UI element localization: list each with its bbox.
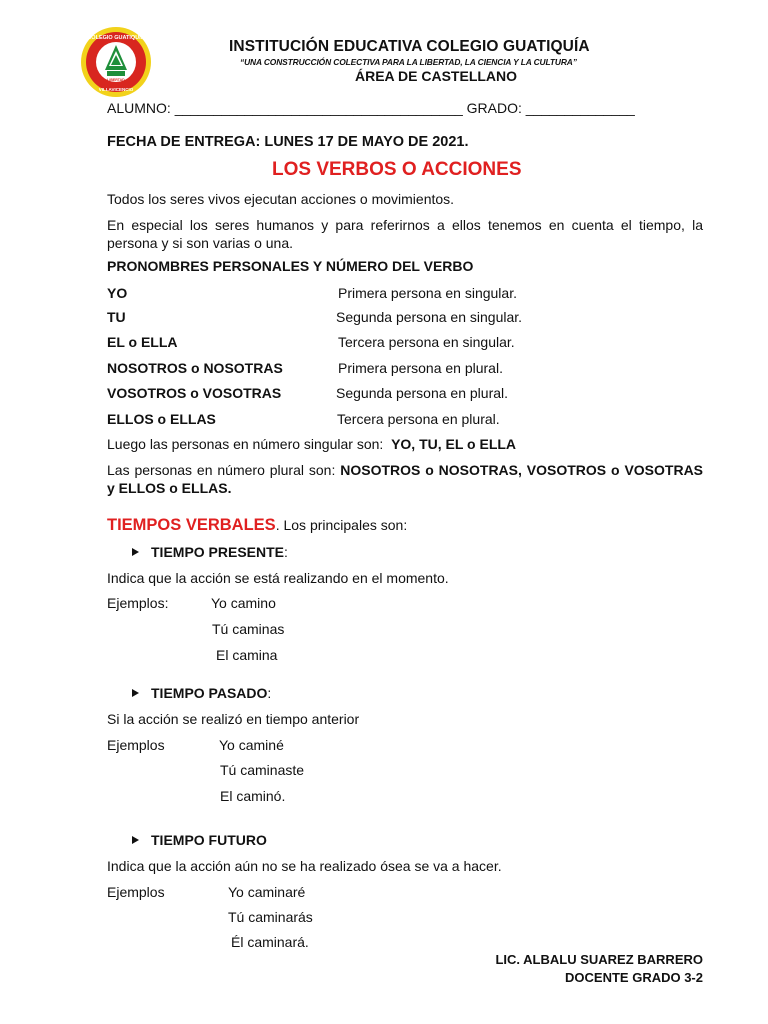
past-tense-colon: :: [267, 685, 272, 701]
school-logo: [80, 26, 152, 98]
due-date: FECHA DE ENTREGA: LUNES 17 DE MAYO DE 2021.: [107, 134, 469, 150]
future-tense-title-row: [132, 832, 267, 848]
present-example: Tú caminas: [212, 621, 285, 637]
logo-text-top: COLEGIO GUATIQUÍA: [87, 35, 145, 41]
alumno-blank: _____________________________________: [174, 100, 463, 116]
document-title: LOS VERBOS O ACCIONES: [272, 159, 522, 180]
present-example: El camina: [216, 647, 278, 663]
present-example: Yo camino: [211, 595, 276, 611]
pronoun-desc: Tercera persona en plural.: [337, 411, 500, 427]
present-examples-label: Ejemplos:: [107, 595, 169, 611]
pronoun-desc: Primera persona en plural.: [338, 360, 503, 376]
future-example: Él caminará.: [231, 934, 309, 950]
present-tense-title-row: [132, 544, 288, 560]
intro-paragraph-1: Todos los seres vivos ejecutan acciones o movimientos.: [107, 191, 455, 207]
pronoun-label: VOSOTROS o VOSOTRAS: [107, 385, 282, 401]
future-tense-title: TIEMPO FUTURO: [151, 832, 267, 848]
tenses-heading: TIEMPOS VERBALES: [107, 516, 276, 534]
logo-text-mid: LIBERTAD: [107, 78, 125, 82]
pronoun-label: ELLOS o ELLAS: [107, 411, 216, 427]
area-title: ÁREA DE CASTELLANO: [355, 68, 518, 84]
singular-list: YO, TU, EL o ELLA: [391, 436, 517, 452]
past-tense-title: TIEMPO PASADO: [151, 685, 268, 701]
institution-motto: “UNA CONSTRUCCIÓN COLECTIVA PARA LA LIBERTAD, LA CIENCIA Y LA CULTURA”: [240, 57, 577, 67]
singular-summary: [107, 436, 516, 452]
grado-blank: ______________: [525, 100, 635, 116]
past-example: El caminó.: [220, 788, 286, 804]
future-example: Tú caminarás: [228, 909, 313, 925]
pronoun-label: TU: [107, 309, 126, 325]
past-examples-label: Ejemplos: [107, 737, 165, 753]
future-examples-label: Ejemplos: [107, 884, 165, 900]
future-tense-desc: Indica que la acción aún no se ha realizado ósea se va a hacer.: [107, 858, 502, 874]
logo-text-bottom: VILLAVICENCIO: [98, 87, 134, 92]
tenses-suffix: . Los principales son:: [275, 517, 408, 533]
past-example: Tú caminaste: [220, 762, 305, 778]
intro-paragraph-2: En especial los seres humanos y para referirnos a ellos tenemos en cuenta el tiempo, la persona y si son varias o una.: [107, 217, 703, 251]
present-tense-colon: :: [284, 544, 288, 560]
past-tense-desc: Si la acción se realizó en tiempo anterior: [107, 711, 360, 727]
pronoun-desc: Tercera persona en singular.: [338, 334, 515, 350]
plural-summary: [107, 461, 703, 497]
singular-prefix: Luego las personas en número singular son:: [107, 436, 384, 452]
plural-prefix: Las personas en número plural son:: [107, 462, 336, 478]
past-tense-title-row: [132, 685, 271, 701]
present-tense-desc: Indica que la acción se está realizando en el momento.: [107, 570, 449, 586]
arrow-bullet-icon: [132, 689, 139, 697]
grado-label: GRADO:: [466, 100, 522, 116]
pronoun-desc: Segunda persona en plural.: [336, 385, 509, 401]
pronoun-label: EL o ELLA: [107, 334, 178, 350]
pronoun-label: YO: [107, 285, 128, 301]
arrow-bullet-icon: [132, 836, 139, 844]
past-example: Yo caminé: [219, 737, 284, 753]
pronoun-label: NOSOTROS o NOSOTRAS: [107, 360, 283, 376]
plural-list: NOSOTROS o NOSOTRAS, VOSOTROS o VOSOTRAS y ELLOS o ELLAS.: [107, 462, 704, 496]
pronouns-heading: PRONOMBRES PERSONALES Y NÚMERO DEL VERBO: [107, 258, 474, 274]
teacher-name: LIC. ALBALU SUAREZ BARRERO: [495, 952, 703, 967]
future-example: Yo caminaré: [228, 884, 306, 900]
student-row: [107, 100, 635, 116]
teacher-role: DOCENTE GRADO 3-2: [565, 970, 703, 985]
institution-name: INSTITUCIÓN EDUCATIVA COLEGIO GUATIQUÍA: [229, 38, 590, 55]
pronoun-desc: Primera persona en singular.: [338, 285, 517, 301]
pronoun-desc: Segunda persona en singular.: [336, 309, 523, 325]
tenses-heading-row: [107, 516, 407, 535]
present-tense-title: TIEMPO PRESENTE: [151, 544, 285, 560]
alumno-label: ALUMNO:: [107, 100, 171, 116]
arrow-bullet-icon: [132, 548, 139, 556]
